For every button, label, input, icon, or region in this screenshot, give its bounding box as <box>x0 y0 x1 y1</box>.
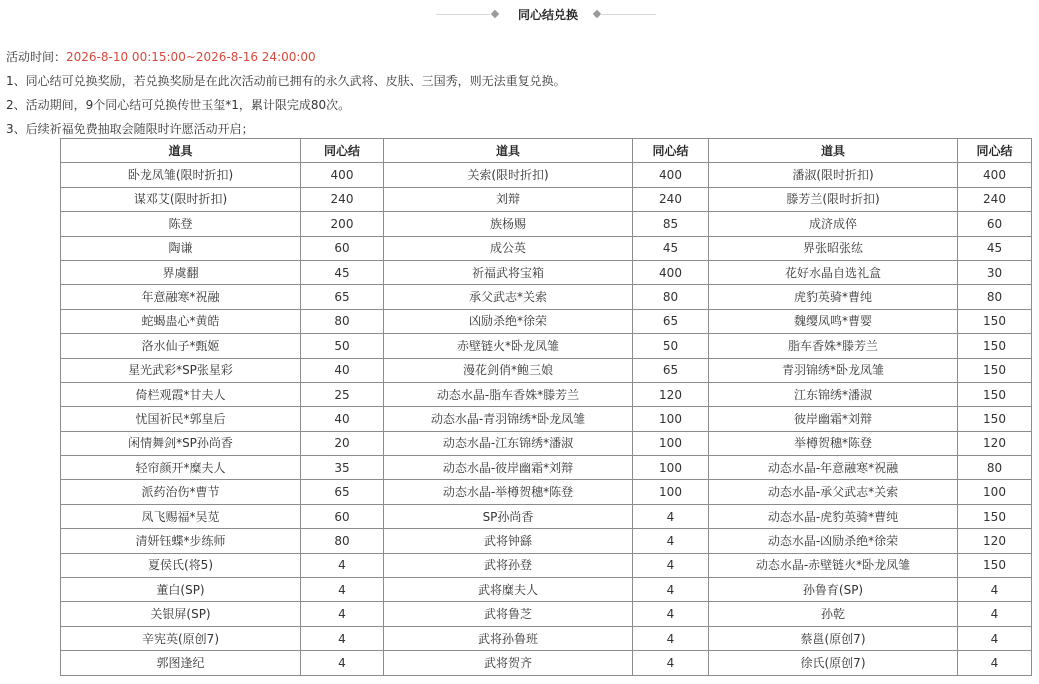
table-row <box>61 407 1032 431</box>
header-item: 道具 <box>61 139 301 163</box>
item-name-cell: 滕芳兰(限时折扣) <box>709 187 958 211</box>
title-divider-right <box>600 14 656 15</box>
activity-time-value: 2026-8-10 00:15:00~2026-8-16 24:00:00 <box>66 50 316 64</box>
table-row <box>61 602 1032 626</box>
item-name-cell: 花好水晶自选礼盒 <box>709 260 958 284</box>
item-name-cell: 轻帘颜开*糜夫人 <box>61 456 301 480</box>
cost-cell: 4 <box>301 553 384 577</box>
item-name-cell: 孙鲁育(SP) <box>709 578 958 602</box>
header-cost: 同心结 <box>633 139 709 163</box>
cost-cell: 4 <box>633 578 709 602</box>
item-name-cell: 陶谦 <box>61 236 301 260</box>
item-name-cell: 举樽贺穗*陈登 <box>709 431 958 455</box>
cost-cell: 100 <box>633 480 709 504</box>
cost-cell: 40 <box>301 407 384 431</box>
activity-time-label: 活动时间： <box>6 50 67 64</box>
table-row <box>61 334 1032 358</box>
title-divider-left <box>436 14 490 15</box>
cost-cell: 85 <box>633 212 709 236</box>
header-item: 道具 <box>384 139 633 163</box>
cost-cell: 400 <box>958 163 1032 187</box>
item-name-cell: 动态水晶-青羽锦绣*卧龙凤雏 <box>384 407 633 431</box>
item-name-cell: 武将孙鲁班 <box>384 626 633 650</box>
cost-cell: 4 <box>633 504 709 528</box>
rule-line-1: 1、同心结可兑换奖励，若兑换奖励是在此次活动前已拥有的永久武将、皮肤、三国秀，则无法重复兑换。 <box>6 74 566 88</box>
item-name-cell: 潘淑(限时折扣) <box>709 163 958 187</box>
item-name-cell: 派药治伤*曹节 <box>61 480 301 504</box>
table-row <box>61 626 1032 650</box>
cost-cell: 45 <box>301 260 384 284</box>
table-row <box>61 651 1032 675</box>
item-name-cell: 成济成倅 <box>709 212 958 236</box>
item-name-cell: 忧国祈民*郭皇后 <box>61 407 301 431</box>
cost-cell: 65 <box>633 358 709 382</box>
item-name-cell: 闲情舞剑*SP孙尚香 <box>61 431 301 455</box>
item-name-cell: 夏侯氏(将5) <box>61 553 301 577</box>
cost-cell: 65 <box>633 309 709 333</box>
item-name-cell: 动态水晶-彼岸幽霜*刘辩 <box>384 456 633 480</box>
table-row <box>61 187 1032 211</box>
item-name-cell: 凶励杀绝*徐荣 <box>384 309 633 333</box>
item-name-cell: 孙乾 <box>709 602 958 626</box>
cost-cell: 4 <box>301 651 384 675</box>
item-name-cell: 赤壁链火*卧龙凤雏 <box>384 334 633 358</box>
item-name-cell: 武将鲁芝 <box>384 602 633 626</box>
cost-cell: 45 <box>958 236 1032 260</box>
cost-cell: 30 <box>958 260 1032 284</box>
item-name-cell: 魏缨凤鸣*曹婴 <box>709 309 958 333</box>
cost-cell: 80 <box>958 285 1032 309</box>
activity-time <box>6 48 316 65</box>
cost-cell: 150 <box>958 553 1032 577</box>
table-row <box>61 431 1032 455</box>
item-name-cell: 陈登 <box>61 212 301 236</box>
cost-cell: 150 <box>958 358 1032 382</box>
item-name-cell: 祈福武将宝箱 <box>384 260 633 284</box>
cost-cell: 40 <box>301 358 384 382</box>
cost-cell: 4 <box>633 529 709 553</box>
cost-cell: 80 <box>958 456 1032 480</box>
header-cost: 同心结 <box>958 139 1032 163</box>
item-name-cell: 武将糜夫人 <box>384 578 633 602</box>
cost-cell: 400 <box>301 163 384 187</box>
cost-cell: 80 <box>301 529 384 553</box>
cost-cell: 4 <box>301 602 384 626</box>
cost-cell: 50 <box>633 334 709 358</box>
item-name-cell: 虎豹英骑*曹纯 <box>709 285 958 309</box>
item-name-cell: 清妍钰蝶*步练师 <box>61 529 301 553</box>
cost-cell: 65 <box>301 480 384 504</box>
item-name-cell: 倚栏观霞*甘夫人 <box>61 382 301 406</box>
cost-cell: 60 <box>301 236 384 260</box>
item-name-cell: 脂车香姝*滕芳兰 <box>709 334 958 358</box>
item-name-cell: 关索(限时折扣) <box>384 163 633 187</box>
rule-line-3: 3、后续祈福免费抽取会随限时许愿活动开启； <box>6 122 254 136</box>
item-name-cell: 动态水晶-江东锦绣*潘淑 <box>384 431 633 455</box>
item-name-cell: SP孙尚香 <box>384 504 633 528</box>
item-name-cell: 谋邓艾(限时折扣) <box>61 187 301 211</box>
cost-cell: 120 <box>958 529 1032 553</box>
item-name-cell: 族杨赐 <box>384 212 633 236</box>
table-header-row <box>61 139 1032 163</box>
item-name-cell: 成公英 <box>384 236 633 260</box>
cost-cell: 4 <box>958 626 1032 650</box>
item-name-cell: 武将孙登 <box>384 553 633 577</box>
cost-cell: 200 <box>301 212 384 236</box>
cost-cell: 4 <box>301 578 384 602</box>
item-name-cell: 动态水晶-举樽贺穗*陈登 <box>384 480 633 504</box>
table-row <box>61 382 1032 406</box>
cost-cell: 120 <box>633 382 709 406</box>
cost-cell: 20 <box>301 431 384 455</box>
item-name-cell: 关银屏(SP) <box>61 602 301 626</box>
item-name-cell: 郭图逢纪 <box>61 651 301 675</box>
cost-cell: 65 <box>301 285 384 309</box>
cost-cell: 100 <box>958 480 1032 504</box>
cost-cell: 60 <box>958 212 1032 236</box>
item-name-cell: 彼岸幽霜*刘辩 <box>709 407 958 431</box>
item-name-cell: 动态水晶-年意融寒*祝融 <box>709 456 958 480</box>
item-name-cell: 蔡邕(原创7) <box>709 626 958 650</box>
table-row <box>61 260 1032 284</box>
item-name-cell: 界张昭张纮 <box>709 236 958 260</box>
cost-cell: 4 <box>958 578 1032 602</box>
cost-cell: 4 <box>633 626 709 650</box>
cost-cell: 4 <box>633 553 709 577</box>
table-row <box>61 212 1032 236</box>
cost-cell: 150 <box>958 504 1032 528</box>
item-name-cell: 动态水晶-虎豹英骑*曹纯 <box>709 504 958 528</box>
item-name-cell: 漫花剑俏*鲍三娘 <box>384 358 633 382</box>
cost-cell: 4 <box>633 602 709 626</box>
table-row <box>61 578 1032 602</box>
cost-cell: 4 <box>301 626 384 650</box>
table-row <box>61 456 1032 480</box>
rule-line-2: 2、活动期间，9个同心结可兑换传世玉玺*1，累计限完成80次。 <box>6 98 351 112</box>
item-name-cell: 武将贺齐 <box>384 651 633 675</box>
cost-cell: 45 <box>633 236 709 260</box>
cost-cell: 150 <box>958 382 1032 406</box>
item-name-cell: 承父武志*关索 <box>384 285 633 309</box>
item-name-cell: 武将钟繇 <box>384 529 633 553</box>
cost-cell: 240 <box>301 187 384 211</box>
cost-cell: 100 <box>633 407 709 431</box>
item-name-cell: 动态水晶-赤壁链火*卧龙凤雏 <box>709 553 958 577</box>
table-row <box>61 309 1032 333</box>
cost-cell: 80 <box>301 309 384 333</box>
table-row <box>61 163 1032 187</box>
cost-cell: 80 <box>633 285 709 309</box>
item-name-cell: 动态水晶-承父武志*关索 <box>709 480 958 504</box>
item-name-cell: 年意融寒*祝融 <box>61 285 301 309</box>
item-name-cell: 徐氏(原创7) <box>709 651 958 675</box>
cost-cell: 150 <box>958 334 1032 358</box>
cost-cell: 100 <box>633 456 709 480</box>
item-name-cell: 洛水仙子*甄姬 <box>61 334 301 358</box>
table-row <box>61 529 1032 553</box>
item-name-cell: 动态水晶-脂车香姝*滕芳兰 <box>384 382 633 406</box>
table-row <box>61 358 1032 382</box>
cost-cell: 25 <box>301 382 384 406</box>
title-bar <box>0 4 1039 26</box>
table-row <box>61 553 1032 577</box>
cost-cell: 4 <box>633 651 709 675</box>
header-item: 道具 <box>709 139 958 163</box>
cost-cell: 35 <box>301 456 384 480</box>
item-name-cell: 星光武彩*SP张星彩 <box>61 358 301 382</box>
item-name-cell: 动态水晶-凶励杀绝*徐荣 <box>709 529 958 553</box>
table-row <box>61 480 1032 504</box>
table-row <box>61 504 1032 528</box>
cost-cell: 150 <box>958 407 1032 431</box>
header-cost: 同心结 <box>301 139 384 163</box>
cost-cell: 400 <box>633 163 709 187</box>
item-name-cell: 界虞翻 <box>61 260 301 284</box>
diamond-icon <box>491 10 499 18</box>
cost-cell: 120 <box>958 431 1032 455</box>
cost-cell: 400 <box>633 260 709 284</box>
item-name-cell: 蛇蝎蛊心*黄皓 <box>61 309 301 333</box>
cost-cell: 60 <box>301 504 384 528</box>
cost-cell: 50 <box>301 334 384 358</box>
item-name-cell: 卧龙凤雏(限时折扣) <box>61 163 301 187</box>
cost-cell: 240 <box>958 187 1032 211</box>
cost-cell: 4 <box>958 651 1032 675</box>
cost-cell: 100 <box>633 431 709 455</box>
cost-cell: 150 <box>958 309 1032 333</box>
table-row <box>61 236 1032 260</box>
page-title: 同心结兑换 <box>517 8 578 22</box>
item-name-cell: 董白(SP) <box>61 578 301 602</box>
item-name-cell: 刘辩 <box>384 187 633 211</box>
item-name-cell: 辛宪英(原创7) <box>61 626 301 650</box>
exchange-table <box>60 138 1032 676</box>
cost-cell: 4 <box>958 602 1032 626</box>
item-name-cell: 青羽锦绣*卧龙凤雏 <box>709 358 958 382</box>
cost-cell: 240 <box>633 187 709 211</box>
item-name-cell: 江东锦绣*潘淑 <box>709 382 958 406</box>
item-name-cell: 凤飞赐福*吴苋 <box>61 504 301 528</box>
table-row <box>61 285 1032 309</box>
